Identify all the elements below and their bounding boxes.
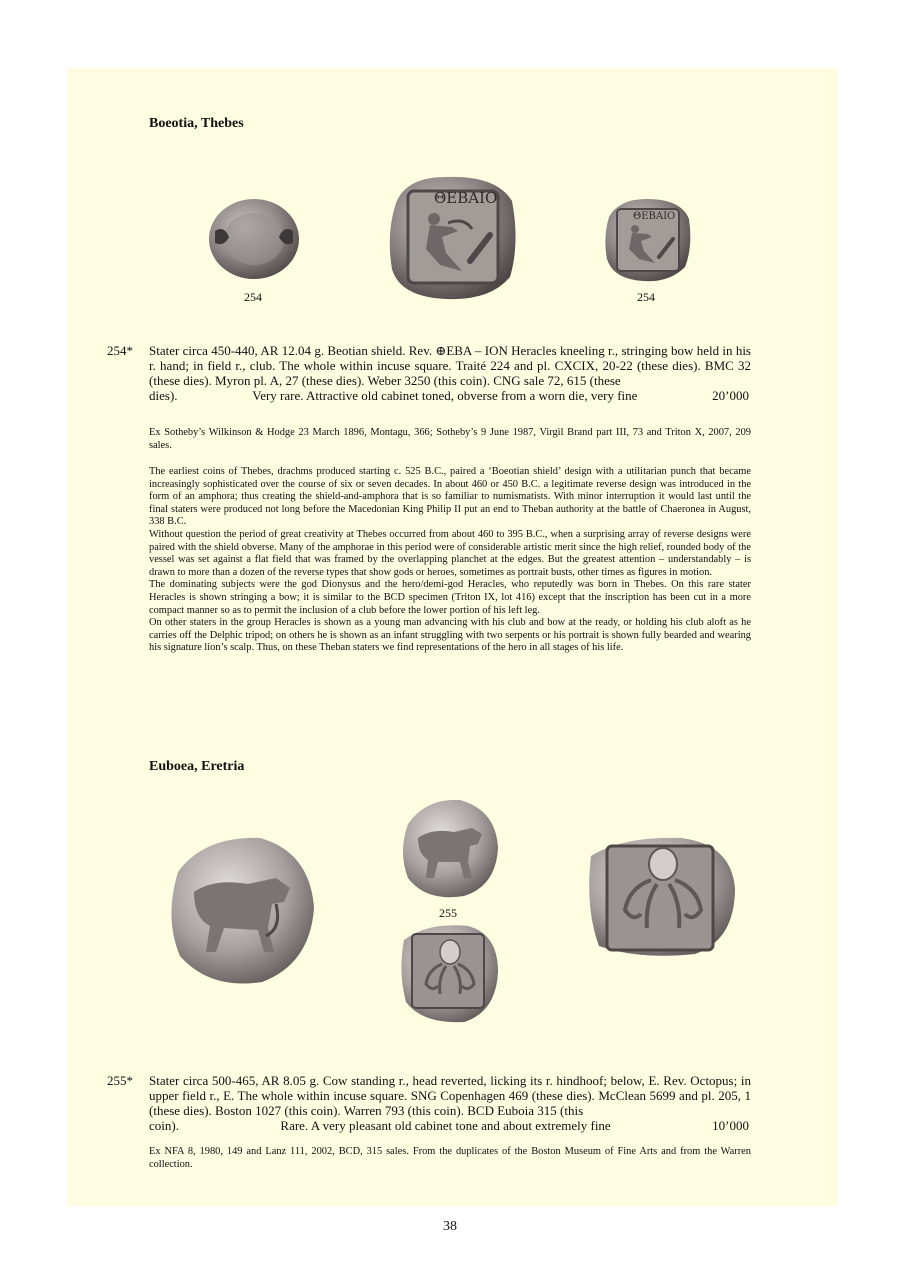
description-end: dies).: [149, 388, 178, 403]
lot-description: [149, 1073, 751, 1133]
octopus-coin-icon: [585, 836, 736, 960]
commentary-paragraph: The earliest coins of Thebes, drachms produced starting c. 525 B.C., paired a ‘Boeotian shield’ design with a utilitarian punch that became increasingly sophisticated over the course of six or seven decades. In about 460 or 450 B.C. a legitimate reverse design was introduced in the form of an amphora; thus creating the shield-and-amphora that is so familiar to numismatists. With minor interruption it would last until the final staters were produced not long before the Macedonian King Philip II put an end to Theban authority at the battle of Chaeronea in August, 338 B.C.: [149, 466, 751, 528]
commentary-paragraph: The dominating subjects were the god Dionysus and the hero/demi-god Heracles, who reputedly was born in Thebes. On this rare stater Heracles is shown stringing a bow; it is similar to the BCD specimen (Triton IX, lot 416) except that the inscription has been cut in a more compact manner so as to permit the inclusion of a club before the lower portion of his left leg.: [149, 579, 751, 616]
image-caption: 255: [439, 906, 457, 920]
grade: Rare. A very pleasant old cabinet tone and about extremely fine: [280, 1118, 611, 1133]
svg-text:ΘΕΒΑΙΟ: ΘΕΒΑΙΟ: [434, 189, 498, 207]
grade: Very rare. Attractive old cabinet toned, obverse from a worn die, very fine: [252, 388, 638, 403]
section-title: Euboea, Eretria: [149, 759, 245, 774]
image-caption: 254: [637, 290, 655, 304]
heracles-coin-icon: [386, 173, 519, 303]
octopus-coin-icon: [398, 922, 500, 1024]
page-number: 38: [443, 1219, 457, 1234]
provenance: Ex Sotheby’s Wilkinson & Hodge 23 March 1896, Montagu, 366; Sotheby’s 9 June 1987, Virgil Brand part III, 73 and Triton X, 2007, 209 sales.: [149, 427, 751, 451]
lot-number: 255*: [107, 1073, 133, 1088]
provenance: Ex NFA 8, 1980, 149 and Lanz 111, 2002, BCD, 315 sales. From the duplicates of the Boston Museum of Fine Arts and from the Warren collection.: [149, 1146, 751, 1170]
commentary-paragraph: Without question the period of great creativity at Thebes occurred from about 460 to 395 B.C., when a surprising array of reverse designs were paired with the shield obverse. Many of the amphorae in this period were of considerable artistic merit since the high relief, rounded body of the vessel was set against a flat field that was framed by the overlapping planchet at the edges. But the greatest attention – understandably – is drawn to more than a dozen of the reverse types that show gods or heroes, sometimes as portrait busts, other times as figures in motion.: [149, 528, 751, 578]
commentary-paragraph: On other staters in the group Heracles is shown as a young man advancing with his club and bow at the ready, or holding his club aloft as he carries off the Delphic tripod; on others he is shown as an infant struggling with two serpents or his portrait is shown fully bearded and wearing his signature lion’s scalp. Thus, on these Theban staters we find representations of the hero in all stages of his life.: [149, 617, 751, 654]
description-last-line: [149, 1118, 751, 1133]
heracles-coin-icon: [603, 197, 693, 283]
cow-coin-icon: [164, 832, 316, 988]
section-title: Boeotia, Thebes: [149, 116, 244, 131]
description-end: coin).: [149, 1118, 179, 1133]
lot-description: [149, 343, 751, 403]
cow-coin-icon: [398, 796, 500, 900]
shield-coin-icon: [207, 197, 301, 281]
description-last-line: [149, 388, 751, 403]
svg-text:ΘΕΒΑΙΟ: ΘΕΒΑΙΟ: [633, 211, 676, 222]
description-text: Stater circa 500-465, AR 8.05 g. Cow standing r., head reverted, licking its r. hindhoof; below, E. Rev. Octopus; in upper field r., E. The whole within incuse square. SNG Copenhagen 469 (these dies). McClean 5699 and pl. 205, 1 (these dies). Boston 1027 (this coin). Warren 793 (this coin). BCD Euboia 315 (this: [149, 1073, 751, 1118]
commentary: [149, 466, 751, 655]
description-text: Stater circa 450-440, AR 12.04 g. Beotian shield. Rev. ⊕EBA – ION Heracles kneeling r., stringing bow held in his r. hand; in field r., club. The whole within incuse square. Traité 224 and pl. CXCIX, 20-22 (these dies). BMC 32 (these dies). Myron pl. A, 27 (these dies). Weber 3250 (this coin). CNG sale 72, 615 (these: [149, 343, 751, 388]
price: 10’000: [712, 1118, 749, 1133]
image-caption: 254: [244, 290, 262, 304]
price: 20’000: [712, 388, 749, 403]
lot-number: 254*: [107, 343, 133, 358]
